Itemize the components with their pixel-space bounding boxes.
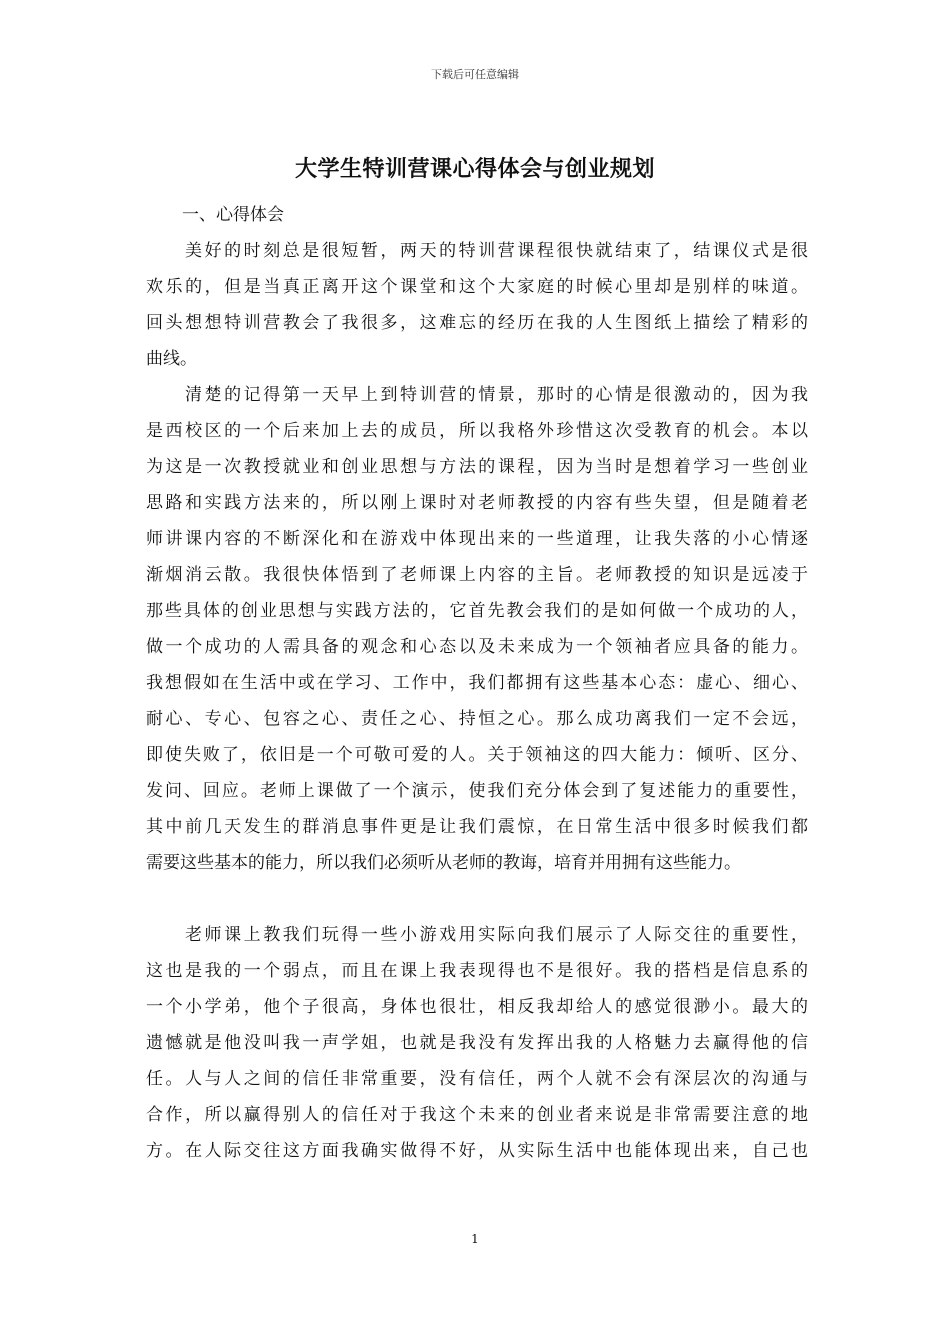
text-line: 合作，所以赢得别人的信任对于我这个未来的创业者来说是非常需要注意的地 — [146, 1105, 808, 1125]
text-line: 其中前几天发生的群消息事件更是让我们震惊，在日常生活中很多时候我们都 — [146, 817, 808, 837]
text-line: 一个小学弟，他个子很高，身体也很壮，相反我却给人的感觉很渺小。最大的 — [146, 997, 808, 1017]
document-body — [146, 197, 808, 1169]
text-line: 渐烟消云散。我很快体悟到了老师课上内容的主旨。老师教授的知识是远凌于 — [146, 565, 808, 585]
text-line: 即使失败了，依旧是一个可敬可爱的人。关于领袖这的四大能力：倾听、区分、 — [146, 745, 808, 765]
text-line: 清楚的记得第一天早上到特训营的情景，那时的心情是很激动的，因为我 — [185, 385, 808, 405]
paragraph-2 — [146, 377, 808, 881]
paragraph-spacer — [146, 881, 808, 917]
paragraph-3 — [146, 917, 808, 1169]
text-line: 师讲课内容的不断深化和在游戏中体现出来的一些道理，让我失落的小心情逐 — [146, 529, 808, 549]
text-line: 回头想想特训营教会了我很多，这难忘的经历在我的人生图纸上描绘了精彩的 — [146, 313, 808, 333]
text-line: 美好的时刻总是很短暂，两天的特训营课程很快就结束了，结课仪式是很 — [185, 241, 808, 261]
text-line: 我想假如在生活中或在学习、工作中，我们都拥有这些基本心态：虚心、细心、 — [146, 673, 808, 693]
section-heading: 一、心得体会 — [182, 205, 284, 225]
page-number: 1 — [471, 1232, 479, 1246]
text-line: 方。在人际交往这方面我确实做得不好，从实际生活中也能体现出来，自己也 — [146, 1141, 808, 1161]
text-line: 耐心、专心、包容之心、责任之心、持恒之心。那么成功离我们一定不会远， — [146, 709, 808, 729]
text-line: 发问、回应。老师上课做了一个演示，使我们充分体会到了复述能力的重要性， — [146, 781, 808, 801]
text-line: 需要这些基本的能力，所以我们必须听从老师的教诲，培育并用拥有这些能力。 — [146, 853, 741, 873]
text-line: 那些具体的创业思想与实践方法的，它首先教会我们的是如何做一个成功的人， — [146, 601, 808, 621]
text-line: 这也是我的一个弱点，而且在课上我表现得也不是很好。我的搭档是信息系的 — [146, 961, 808, 981]
page-header: 下载后可任意编辑 — [431, 68, 519, 81]
text-line: 为这是一次教授就业和创业思想与方法的课程，因为当时是想着学习一些创业 — [146, 457, 808, 477]
text-line: 曲线。 — [146, 349, 197, 369]
text-line: 任。人与人之间的信任非常重要，没有信任，两个人就不会有深层次的沟通与 — [146, 1069, 808, 1089]
text-line: 思路和实践方法来的，所以刚上课时对老师教授的内容有些失望，但是随着老 — [146, 493, 808, 513]
text-line: 遗憾就是他没叫我一声学姐，也就是我没有发挥出我的人格魅力去赢得他的信 — [146, 1033, 808, 1053]
paragraph-1 — [146, 233, 808, 377]
text-line: 欢乐的，但是当真正离开这个课堂和这个大家庭的时候心里却是别样的味道。 — [146, 277, 808, 297]
text-line: 老师课上教我们玩得一些小游戏用实际向我们展示了人际交往的重要性， — [185, 925, 808, 945]
text-line: 做一个成功的人需具备的观念和心态以及未来成为一个领袖者应具备的能力。 — [146, 637, 808, 657]
text-line: 是西校区的一个后来加上去的成员，所以我格外珍惜这次受教育的机会。本以 — [146, 421, 808, 441]
document-title: 大学生特训营课心得体会与创业规划 — [294, 156, 655, 182]
